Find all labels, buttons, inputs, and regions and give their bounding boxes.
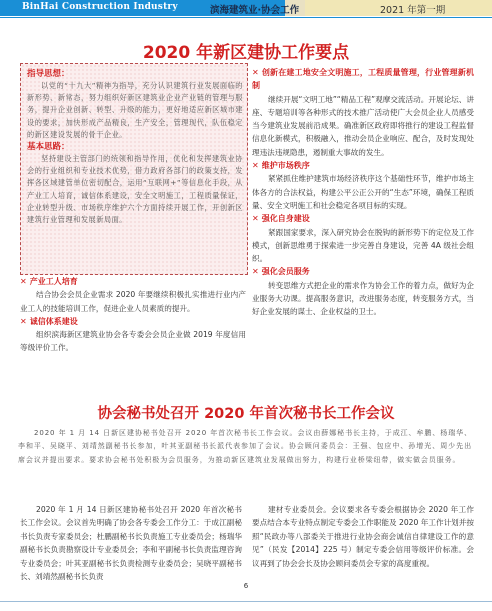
header-english-title: BinHai Construction Industry <box>22 2 178 12</box>
section-text: 紧跟国家要求，深入研究协会在脱钩的新形势下的定位及工作模式，创新思维勇于探索进一步完善自身建设，完善 4A 级社会组织。 <box>252 227 474 264</box>
footer-rule <box>0 601 492 602</box>
bullet-x-icon: ✕ <box>20 316 27 326</box>
left-column <box>20 275 246 355</box>
bullet-x-icon: ✕ <box>252 214 259 224</box>
section-text: 继续开展“文明工地”“精品工程”观摩交流活动。开展论坛、讲座、专题培训等各种形式的技术推广活动使广大会员企业人员感受当今建筑业发展前沿成果。确准新区政府即将推行的建设工程监督信息化新模式，积极融入，推动会员企业响应、配合，及时发现处理违法违规隐患，遏制重大事故的发生。 <box>252 94 474 157</box>
bullet-x-icon: ✕ <box>252 267 259 277</box>
header-rule <box>0 17 492 18</box>
section-heading: ✕ 维护市场秩序 <box>252 161 310 171</box>
guiding-heading: 指导思想： <box>27 69 70 79</box>
section-text: 组织滨海新区建筑业协会各专委会会员企业做 2019 年度信用等级评价工作。 <box>20 330 246 353</box>
section-heading: ✕ 强化会员服务 <box>252 267 310 277</box>
basic-text: 坚持建设主管部门的统领和指导作用，优化和发挥建筑业协会的行业组织和专业技术优势，借力政府各部门的政策支持，发挥各区域建管单位密切配合，运用“互联网+”等信息化手段，从产业工人培育，诚信体系建设，安全文明施工，工程质量保证，企业转型升级、市场秩序维护六个方面持续开展工作，开创新区建筑行业管理和发展新局面。 <box>27 154 243 225</box>
section-heading: ✕ 强化自身建设 <box>252 214 310 224</box>
bullet-x-icon: ✕ <box>252 161 259 171</box>
article2-summary: 2020 年 1 月 14 日新区建协秘书处召开 2020 年首次秘书长工作会议。会议由薛娜秘书长主持，于成江、牟鹏、杨瑞华、李和平、吴晓平、刘靖然副秘书长参加，叶其亚副秘书长派代表参加了会议。协会顾问委员会：王强、包应中、孙增光、周少先出席会议并提出要求。要求协会秘书处积极为会员服务，为推动新区建筑业发展做出努力，构建行业桥梁纽带，做实做会员服务。 <box>18 429 472 464</box>
section-heading: ✕ 产业工人培育 <box>20 277 78 286</box>
section-text: 结合协会会员企业需求 2020 年要继续积极扎实推进行业内产业工人的技能培训工作，促进企业人员素质的提升。 <box>20 290 246 313</box>
bullet-x-icon: ✕ <box>252 68 259 77</box>
right-column <box>252 66 474 319</box>
page-number: 6 <box>243 582 249 590</box>
section-text: 紧紧抓住维护建筑市场经济秩序这个基础性环节，维护市场主体各方的合法权益，构建公平公正公开的“生态”环境，确保工程质量、安全文明施工和社会稳定各项目标的实现。 <box>252 174 474 210</box>
header-issue: 2021 年第一期 <box>380 5 446 16</box>
guiding-box <box>20 63 248 275</box>
section-heading: ✕ 创新在建工地安全文明施工，工程质量管理，行业管理新机制 <box>252 68 474 91</box>
section-text: 转变思维方式把企业的需求作为协会工作的着力点，做好为企业服务大功课。提高服务意识，改进服务态度，转变服务方式，当好企业发展的谋士、企业权益的卫士。 <box>252 280 474 317</box>
guiding-text: 以党的“十九大”精神为指导，充分认识建筑行业发展面临的新形势、新常态，努力组织好新区建筑业企业产业链的管理与服务，提升企业创新、转型、升级的能力，更好地适应新区城市建设的要求，加快形成产品精良，生产安全，管理现代，队伍稳定的新区建设发展的骨干企业。 <box>27 81 243 139</box>
article2-title: 协会秘书处召开 2020 年首次秘书长工作会议 <box>97 406 395 422</box>
article2-body-left: 2020 年 1 月 14 日新区建协秘书处召开 2020 年首次秘书长工作会议。会议首先明确了协会各专委会工作分工：于成江副秘书长负责专家委员会；杜鹏副秘书长负责施工专业委员会；杨瑞华副秘书长负责勘察设计专业委员会；李和平副秘书长负责监理咨询专业委员会；叶其亚副秘书长负责检测专业委员会；吴晓平副秘书长、刘靖然副秘书长负责 <box>20 505 242 582</box>
header-chinese-title: 滨海建筑业·协会工作 <box>210 5 300 16</box>
page-header <box>0 0 492 18</box>
article1-title: 2020 年新区建协工作要点 <box>142 43 350 63</box>
bullet-x-icon: ✕ <box>20 277 27 286</box>
article2-body-right: 建材专业委员会。会议要求各专委会根据协会 2020 年工作要点结合本专业特点制定专委会工作职能及 2020 年工作计划并按照“民政办等八部委关于推进行业协会商会诚信自律建设工作的意见”（民发【2014】225 号）制定专委会信用等级评价标准。会议再到了协会会长及协会顾问委员会专家的高度重视。 <box>252 505 474 568</box>
section-heading: ✕ 诚信体系建设 <box>20 316 78 326</box>
basic-heading: 基本思路： <box>27 142 70 153</box>
